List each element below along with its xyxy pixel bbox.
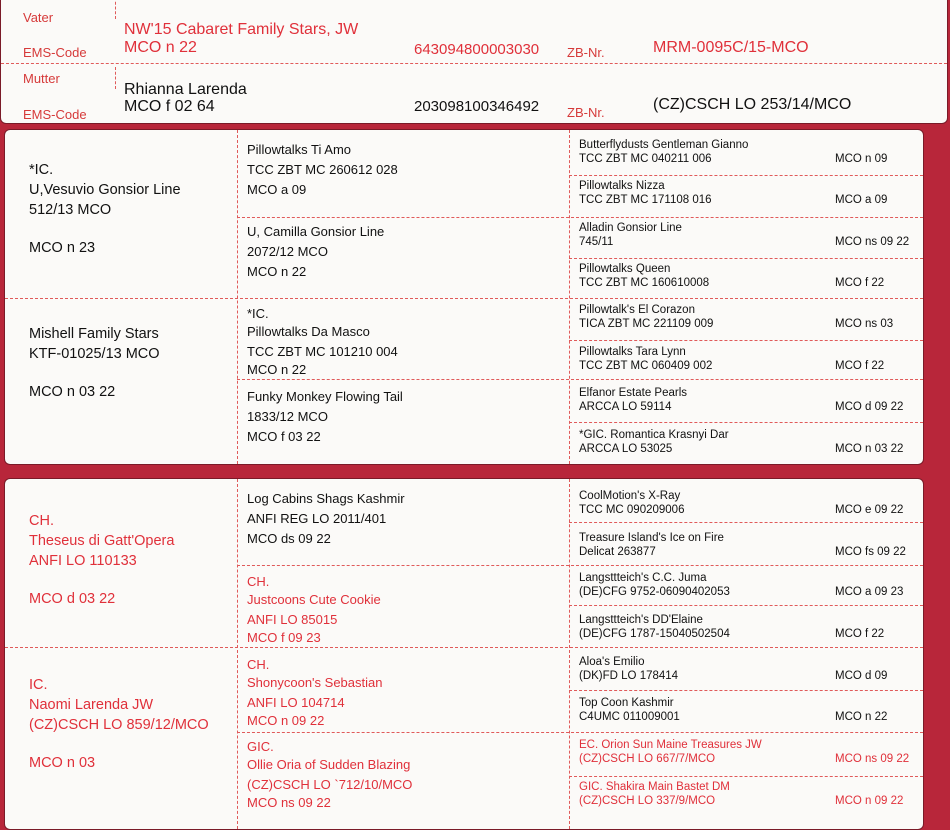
divider — [237, 130, 238, 464]
ancestor-reg: TICA ZBT MC 221109 009 — [579, 318, 714, 330]
ancestor-ems: MCO ns 09 22 — [835, 236, 910, 248]
ancestor-reg: ARCCA LO 53025 — [579, 443, 673, 455]
divider — [115, 67, 116, 89]
ancestor-reg: (DE)CFG 1787-15040502504 — [579, 628, 730, 640]
ancestor-gen3-4 — [579, 613, 915, 641]
ancestor-title: CH. — [29, 513, 54, 529]
ancestor-ems: MCO f 03 22 — [247, 429, 321, 444]
ancestor-name: Pillowtalks Queen — [579, 263, 671, 275]
mother-chip: 203098100346492 — [414, 98, 540, 115]
ancestor-gen3-7 — [579, 386, 915, 414]
divider — [5, 298, 923, 299]
ancestor-sire-of-dam — [29, 511, 174, 609]
ancestor-ems: MCO ns 09 22 — [247, 795, 331, 810]
ancestor-reg: ANFI LO 85015 — [247, 612, 338, 627]
mother-name: Rhianna Larenda — [124, 81, 247, 98]
divider — [115, 0, 116, 19]
ancestor-reg: C4UMC 011009001 — [579, 711, 680, 723]
ancestor-name: Pillowtalks Da Masco — [247, 324, 370, 339]
ancestor-ems: MCO f 09 23 — [247, 630, 321, 645]
father-label: Vater — [23, 10, 54, 25]
ancestor-gen2-1 — [247, 490, 405, 548]
ancestor-reg: TCC ZBT MC 171108 016 — [579, 194, 712, 206]
ancestor-reg: TCC ZBT MC 040211 006 — [579, 153, 712, 165]
ancestor-gen3-3 — [579, 221, 915, 249]
ancestor-name: Langsttteich's C.C. Juma — [579, 572, 707, 584]
ancestor-reg: TCC ZBT MC 101210 004 — [247, 344, 398, 359]
ancestor-name: Pillowtalks Nizza — [579, 180, 665, 192]
mother-zb-label: ZB-Nr. — [567, 105, 605, 120]
ancestor-reg: (CZ)CSCH LO 337/9/MCO — [579, 795, 716, 807]
ancestor-name: Elfanor Estate Pearls — [579, 387, 688, 399]
divider — [569, 690, 923, 691]
ancestor-ems: MCO n 09 22 — [247, 713, 325, 728]
mother-ems: MCO f 02 64 — [124, 98, 215, 115]
divider — [569, 130, 570, 464]
divider — [237, 565, 923, 566]
ancestor-ems: MCO d 09 — [835, 670, 888, 682]
father-ems: MCO n 22 — [124, 39, 197, 56]
ancestor-name: Treasure Island's Ice on Fire — [579, 532, 724, 544]
ancestor-reg: Delicat 263877 — [579, 546, 656, 558]
ancestor-name: Funky Monkey Flowing Tail — [247, 389, 403, 404]
ancestor-reg: (CZ)CSCH LO `712/10/MCO — [247, 777, 413, 792]
ancestor-gen3-6 — [579, 345, 915, 373]
ancestor-gen2-4 — [247, 738, 412, 812]
ancestor-gen2-3 — [247, 305, 398, 379]
ancestor-ems: MCO fs 09 22 — [835, 546, 906, 558]
ancestor-dam-of-dam — [29, 675, 209, 773]
father-pedigree-card — [4, 129, 924, 465]
ancestor-name: Pillowtalk's El Corazon — [579, 304, 695, 316]
ancestor-reg: (CZ)CSCH LO 667/7/MCO — [579, 753, 716, 765]
divider — [237, 379, 923, 380]
ancestor-name: Pillowtalks Ti Amo — [247, 142, 352, 157]
ancestor-ems: MCO n 23 — [29, 240, 96, 256]
divider — [569, 605, 923, 606]
father-ems-label: EMS-Code — [23, 45, 87, 60]
ancestor-name: *GIC. Romantica Krasnyi Dar — [579, 429, 729, 441]
ancestor-name: Log Cabins Shags Kashmir — [247, 491, 405, 506]
ancestor-gen2-2 — [247, 223, 384, 281]
ancestor-ems: MCO a 09 — [247, 182, 307, 197]
ancestor-gen3-6 — [579, 696, 915, 724]
ancestor-ems: MCO n 22 — [247, 264, 307, 279]
ancestor-title: CH. — [247, 657, 270, 672]
mother-pedigree-card — [4, 478, 924, 830]
divider — [569, 776, 923, 777]
ancestor-gen3-3 — [579, 571, 915, 599]
divider — [237, 217, 923, 218]
ancestor-reg: KTF-01025/13 MCO — [29, 346, 160, 362]
divider — [1, 63, 947, 64]
ancestor-gen3-2 — [579, 531, 915, 559]
ancestor-name: U, Camilla Gonsior Line — [247, 224, 385, 239]
ancestor-title: *IC. — [247, 306, 269, 321]
ancestor-ems: MCO ns 09 22 — [835, 753, 910, 765]
ancestor-ems: MCO ns 03 — [835, 318, 894, 330]
mother-ems-label: EMS-Code — [23, 107, 87, 122]
ancestor-name: Alladin Gonsior Line — [579, 222, 682, 234]
ancestor-gen3-2 — [579, 179, 915, 207]
ancestor-ems: MCO n 22 — [247, 362, 307, 377]
divider — [569, 522, 923, 523]
ancestor-ems: MCO f 22 — [835, 360, 885, 372]
ancestor-dam-of-sire — [29, 324, 160, 402]
ancestor-gen2-1 — [247, 141, 398, 199]
ancestor-name: Mishell Family Stars — [29, 326, 159, 342]
ancestor-reg: TCC ZBT MC 160610008 — [579, 277, 710, 289]
ancestor-reg: ARCCA LO 59114 — [579, 401, 672, 413]
ancestor-reg: ANFI LO 104714 — [247, 695, 345, 710]
mother-label: Mutter — [23, 71, 60, 86]
ancestor-gen2-4 — [247, 388, 403, 446]
ancestor-reg: TCC ZBT MC 260612 028 — [247, 162, 398, 177]
ancestor-ems: MCO n 22 — [835, 711, 888, 723]
ancestor-title: *IC. — [29, 162, 54, 178]
ancestor-gen3-7 — [579, 738, 915, 766]
ancestor-name: Pillowtalks Tara Lynn — [579, 346, 686, 358]
ancestor-gen3-5 — [579, 303, 915, 331]
ancestor-reg: TCC ZBT MC 060409 002 — [579, 360, 713, 372]
divider — [569, 258, 923, 259]
ancestor-gen3-5 — [579, 655, 915, 683]
ancestor-ems: MCO n 03 — [29, 755, 96, 771]
ancestor-reg: TCC MC 090209006 — [579, 504, 685, 516]
ancestor-name: U,Vesuvio Gonsior Line — [29, 182, 181, 198]
ancestor-gen3-1 — [579, 138, 915, 166]
ancestor-ems: MCO a 09 23 — [835, 586, 904, 598]
divider — [237, 479, 238, 829]
ancestor-ems: MCO d 09 22 — [835, 401, 904, 413]
ancestor-title: IC. — [29, 677, 48, 693]
ancestor-title: CH. — [247, 574, 270, 589]
father-zb: MRM-0095C/15-MCO — [653, 39, 809, 56]
ancestor-gen2-2 — [247, 573, 381, 647]
ancestor-ems: MCO f 22 — [835, 277, 885, 289]
ancestor-name: Langsttteich's DD'Elaine — [579, 614, 703, 626]
parents-card — [0, 0, 948, 124]
ancestor-ems: MCO ds 09 22 — [247, 531, 331, 546]
mother-zb: (CZ)CSCH LO 253/14/MCO — [653, 96, 852, 113]
ancestor-gen3-8 — [579, 780, 915, 808]
ancestor-reg: 745/11 — [579, 236, 614, 248]
ancestor-title: GIC. — [247, 739, 274, 754]
divider — [569, 340, 923, 341]
ancestor-gen3-4 — [579, 262, 915, 290]
ancestor-name: EC. Orion Sun Maine Treasures JW — [579, 739, 762, 751]
ancestor-reg: (CZ)CSCH LO 859/12/MCO — [29, 717, 209, 733]
ancestor-gen2-3 — [247, 656, 382, 730]
divider — [569, 422, 923, 423]
ancestor-reg: (DK)FD LO 178414 — [579, 670, 679, 682]
ancestor-reg: 2072/12 MCO — [247, 244, 328, 259]
divider — [5, 647, 923, 648]
father-name: NW'15 Cabaret Family Stars, JW — [124, 21, 359, 38]
ancestor-ems: MCO n 09 22 — [835, 795, 904, 807]
ancestor-reg: 1833/12 MCO — [247, 409, 328, 424]
ancestor-reg: ANFI LO 110133 — [29, 553, 137, 569]
ancestor-reg: (DE)CFG 9752-06090402053 — [579, 586, 730, 598]
ancestor-name: Theseus di Gatt'Opera — [29, 533, 175, 549]
ancestor-ems: MCO n 03 22 — [29, 384, 116, 400]
ancestor-name: Butterflydusts Gentleman Gianno — [579, 139, 749, 151]
ancestor-gen3-8 — [579, 428, 915, 456]
ancestor-ems: MCO n 09 — [835, 153, 888, 165]
ancestor-name: GIC. Shakira Main Bastet DM — [579, 781, 730, 793]
ancestor-name: Ollie Oria of Sudden Blazing — [247, 757, 411, 772]
ancestor-name: Naomi Larenda JW — [29, 697, 154, 713]
ancestor-ems: MCO e 09 22 — [835, 504, 904, 516]
ancestor-ems: MCO f 22 — [835, 628, 885, 640]
ancestor-reg: 512/13 MCO — [29, 202, 112, 218]
ancestor-name: Aloa's Emilio — [579, 656, 645, 668]
ancestor-reg: ANFI REG LO 2011/401 — [247, 511, 387, 526]
ancestor-name: Top Coon Kashmir — [579, 697, 674, 709]
ancestor-ems: MCO a 09 — [835, 194, 888, 206]
ancestor-ems: MCO n 03 22 — [835, 443, 904, 455]
ancestor-name: Justcoons Cute Cookie — [247, 592, 381, 607]
father-zb-label: ZB-Nr. — [567, 45, 605, 60]
divider — [237, 732, 923, 733]
ancestor-ems: MCO d 03 22 — [29, 591, 116, 607]
ancestor-sire-of-sire — [29, 160, 181, 258]
ancestor-name: CoolMotion's X-Ray — [579, 490, 681, 502]
father-chip: 643094800003030 — [414, 41, 540, 58]
ancestor-gen3-1 — [579, 489, 915, 517]
ancestor-name: Shonycoon's Sebastian — [247, 675, 383, 690]
divider — [569, 175, 923, 176]
